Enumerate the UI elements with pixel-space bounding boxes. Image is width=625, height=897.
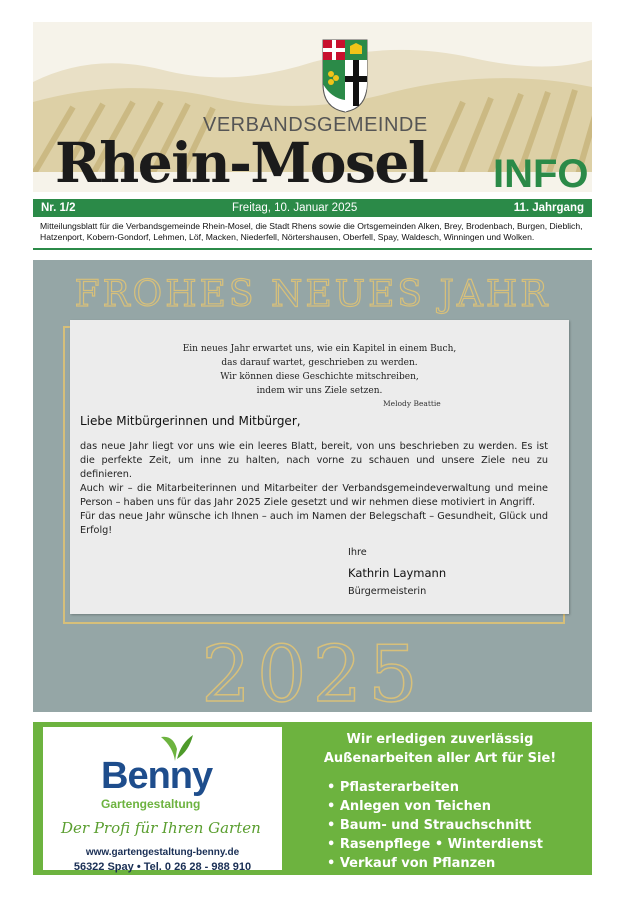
letter-salutation: Liebe Mitbürgerinnen und Mitbürger, [80, 414, 301, 428]
letter-closing: Ihre [348, 547, 367, 558]
publication-title-suffix: INFO [493, 152, 589, 192]
signer-name: Kathrin Laymann [348, 566, 447, 580]
list-item: • Rasenpflege • Winterdienst [327, 837, 543, 852]
ad-brand-subtitle: Gartengestaltung [101, 797, 201, 811]
quote [70, 342, 569, 398]
ad-headline [295, 730, 585, 768]
ad-headline-line: Außenarbeiten aller Art für Sie! [323, 751, 557, 766]
list-item: • Baum- und Strauchschnitt [327, 818, 532, 833]
list-item: • Verkauf von Pflanzen [327, 856, 496, 871]
issue-info-bar [33, 199, 592, 217]
ad-slogan: Der Profi für Ihren Garten [61, 819, 261, 837]
ad-headline-line: Wir erledigen zuverlässig [346, 732, 534, 747]
publication-description: Mitteilungsblatt für die Verbandsgemeinde Rhein-Mosel, die Stadt Rhens sowie die Ortsgemeinden Alken, Brey, Brodenbach, Burgen, Dieblich, Hatzenport, Kobern-Gondorf, Lehmen, Löf, Macken, Niederfell, Nörtershausen, Oberfell, Spay, Waldesch, Winningen und Wolken. [40, 221, 583, 242]
ad-contact: 56322 Spay • Tel. 0 26 28 - 988 910 [73, 861, 252, 873]
list-item: • Anlegen von Teichen [327, 799, 491, 814]
new-year-greeting-card [33, 260, 592, 712]
quote-line: indem wir uns Ziele setzen. [256, 386, 383, 396]
header-divider [33, 248, 592, 250]
quote-author: Melody Beattie [383, 399, 441, 408]
volume-number: 11. Jahrgang [513, 202, 584, 214]
ad-website-link[interactable]: www.gartengestaltung-benny.de [85, 847, 240, 858]
signer-role: Bürgermeisterin [348, 586, 427, 597]
list-item: • Pflasterarbeiten [327, 780, 459, 795]
letter-paragraph: Für das neue Jahr wünsche ich Ihnen – auch im Namen der Belegschaft – Gesundheit, Glück und Erfolg! [80, 511, 548, 536]
letter-body [80, 440, 548, 538]
letter-paragraph: Auch wir – die Mitarbeiterinnen und Mitarbeiter der Verbandsgemeindeverwaltung und meine Person – haben uns für das Jahr 2025 Ziele gesetzt und wir nehmen diese motiviert in Angriff. [80, 483, 548, 508]
publication-title: Rhein-Mosel [55, 130, 428, 192]
issue-date: Freitag, 10. Januar 2025 [231, 202, 358, 214]
year-display: 2025 [201, 630, 424, 712]
masthead [33, 22, 592, 192]
ad-logo-panel [43, 727, 282, 873]
ad-services-panel [295, 730, 585, 873]
coat-of-arms-icon [321, 38, 369, 114]
letter-paragraph: das neue Jahr liegt vor uns wie ein leeres Blatt, bereit, von uns beschrieben zu werden. Es ist die perfekte Zeit, um inne zu halten, nach vorne zu schauen und unsere Ziele neu zu definieren. [80, 441, 548, 480]
greeting-heading: FROHES NEUES JAHR [74, 274, 551, 315]
ad-brand-name: Benny [101, 755, 213, 797]
quote-line: das darauf wartet, geschrieben zu werden. [221, 358, 418, 368]
association-label: VERBANDSGEMEINDE [203, 114, 428, 136]
issue-number: Nr. 1/2 [41, 202, 76, 214]
quote-line: Ein neues Jahr erwartet uns, wie ein Kapitel in einem Buch, [182, 344, 457, 354]
ad-services-list [295, 778, 585, 873]
advertisement-benny [33, 722, 592, 875]
quote-line: Wir können diese Geschichte mitschreiben, [220, 372, 419, 382]
